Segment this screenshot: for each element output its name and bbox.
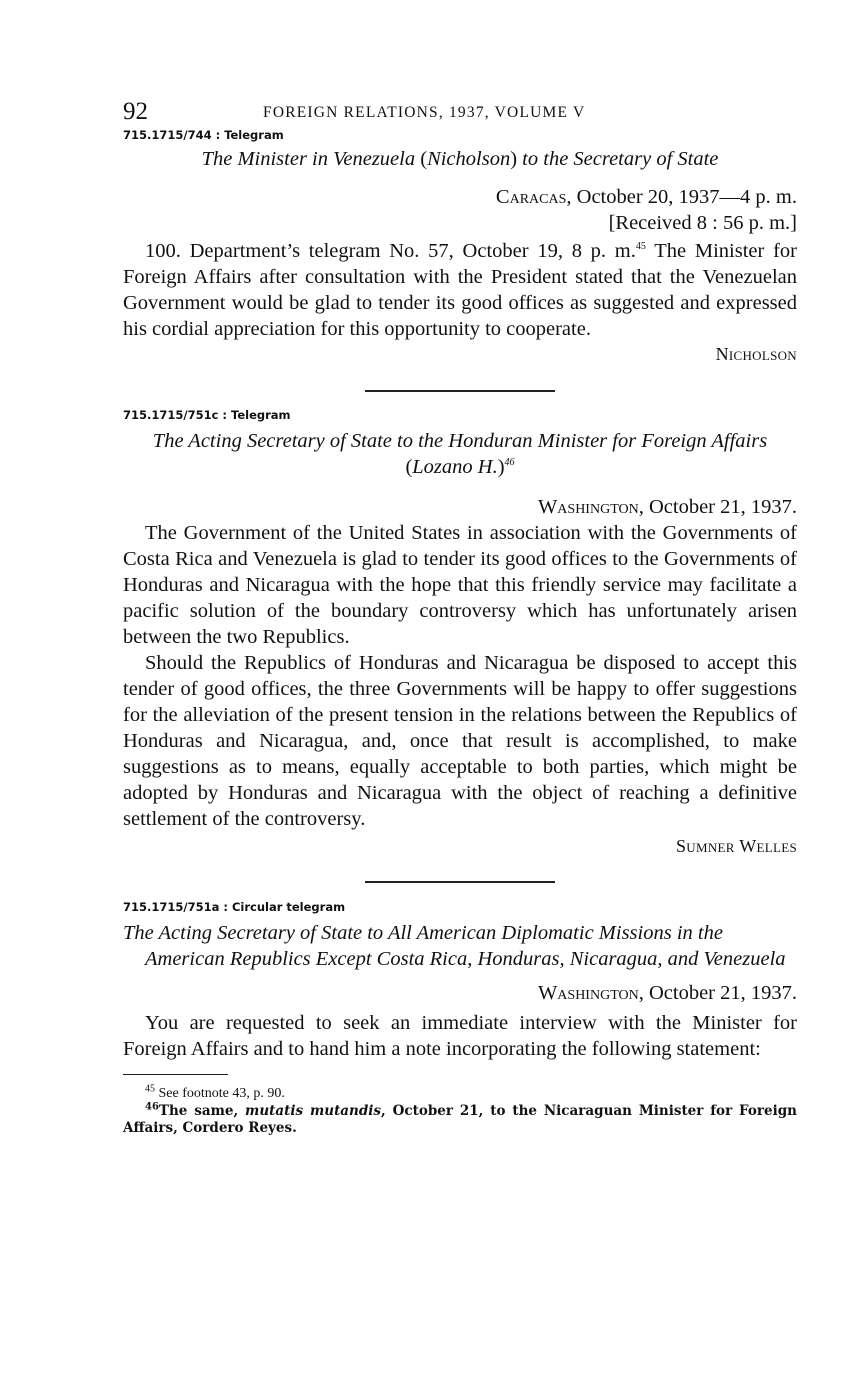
dateline	[123, 494, 797, 520]
footnote-46: $^{46}$The same, mutatis mutandis, October 21, to the Nicaraguan Minister for Foreign Affairs, Cordero Reyes.	[123, 1101, 797, 1136]
file-number: 715.1715/744 : Telegram	[123, 128, 284, 142]
footnote-ref-45: 45	[635, 241, 646, 253]
telegram-body: 100. Department’s telegram No. 57, October 19, 8 p. m.$^{45}$ The Minister for Foreign Affairs after consultation with the President stated that the Venezuelan Government would be glad to tender its good offices as suggested and expressed his cordial appreciation for this opportunity to cooperate.	[123, 240, 797, 340]
footnotes	[123, 1085, 797, 1137]
page-number: 92	[123, 98, 148, 125]
dateline	[123, 980, 797, 1006]
received-line: [Received 8 : 56 p. m.]	[608, 212, 797, 234]
body-paragraph-1: You are requested to seek an immediate interview with the Minister for Foreign Affairs and to hand him a note incorporating the following statement:	[123, 1012, 797, 1060]
body-paragraph-1: The Government of the United States in association with the Governments of Costa Rica and Venezuela is glad to tender its good offices to the Governments of Honduras and Nicaragua with the hope that this friendly service may facilitate a pacific solution of the boundary controversy which has unfortunately arisen between the two Republics.	[123, 522, 797, 648]
dateline-place: Washington	[537, 982, 639, 1004]
dateline-place: Washington	[537, 496, 639, 518]
footnote-rule	[123, 1074, 228, 1075]
document-honduran-minister-telegram	[123, 408, 797, 857]
document-page	[123, 96, 797, 1137]
page-header	[123, 96, 797, 128]
dateline	[123, 184, 797, 210]
dateline-place: Caracas	[495, 186, 567, 208]
section-divider	[365, 390, 555, 392]
footnote-ref-46: 46	[504, 457, 515, 469]
file-number: 715.1715/751a : Circular telegram	[123, 900, 346, 914]
file-number: 715.1715/751c : Telegram	[123, 408, 291, 422]
dateline-date: , October 20, 1937—4 p. m.	[566, 186, 797, 208]
signature: Nicholson	[715, 344, 797, 364]
dateline-date: , October 21, 1937.	[638, 982, 797, 1004]
document-nicholson-telegram	[123, 128, 797, 365]
document-heading: The Acting Secretary of State to All American Diplomatic Missions in the American Republics Except Costa Rica, Honduras, Nicaragua, and Venezuela	[123, 922, 786, 970]
section-divider	[365, 881, 555, 883]
body-paragraph-2: Should the Republics of Honduras and Nicaragua be disposed to accept this tender of good offices, the three Governments will be happy to offer suggestions for the alleviation of the present tension in the relations between the Republics of Honduras and Nicaragua, and, once that result is accomplished, to make suggestions as to means, equally acceptable to both parties, which might be adopted by Honduras and Nicaragua with the object of reaching a definitive settlement of the controversy.	[123, 652, 797, 830]
footnote-45: $^{45}$ See footnote 43, p. 90.	[145, 1083, 285, 1101]
document-circular-telegram	[123, 900, 797, 1062]
document-heading: The Acting Secretary of State to the Honduran Minister for Foreign Affairs (Lozano H.)$^{46}$	[152, 430, 768, 478]
document-heading: The Minister in Venezuela (Nicholson) to the Secretary of State	[201, 148, 719, 170]
dateline-date: , October 21, 1937.	[638, 496, 797, 518]
signature: Sumner Welles	[675, 836, 797, 856]
running-title: FOREIGN RELATIONS, 1937, VOLUME V	[263, 104, 586, 121]
